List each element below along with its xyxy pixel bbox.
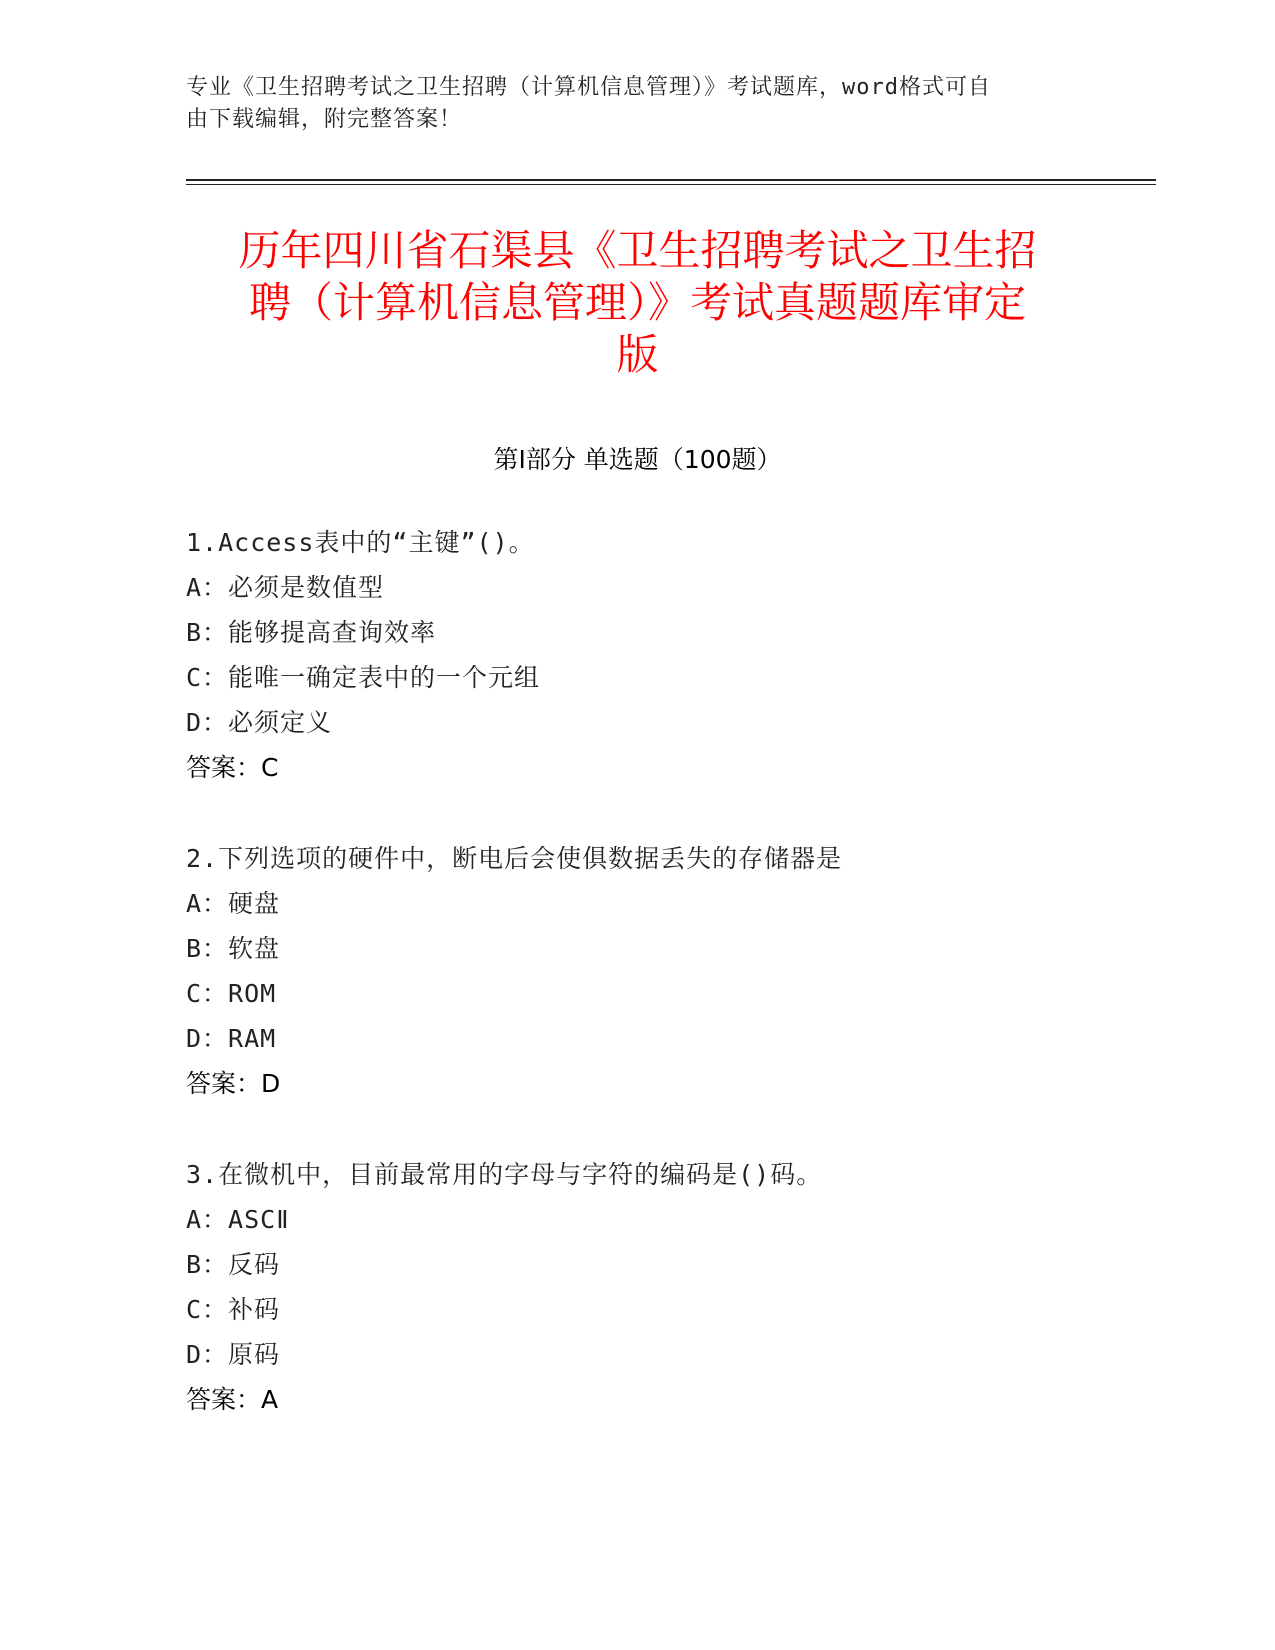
answer-line: 答案：D: [186, 1069, 281, 1098]
document-title: [186, 225, 1089, 381]
option-c: C：能唯一确定表中的一个元组: [186, 663, 541, 692]
question-stem: 1.Access表中的“主键”()。: [186, 528, 535, 557]
option-a: A：硬盘: [186, 889, 281, 918]
option-b: B：能够提高查询效率: [186, 618, 437, 647]
section-heading: 第Ⅰ部分 单选题（100题）: [493, 445, 782, 474]
question-stem: 3.在微机中，目前最常用的字母与字符的编码是()码。: [186, 1160, 823, 1189]
answer-line: 答案：A: [186, 1385, 279, 1414]
header-note-line-2: 由下载编辑，附完整答案！: [186, 107, 463, 132]
option-b: B：软盘: [186, 934, 281, 963]
question-1: [186, 520, 1136, 790]
option-b: B：反码: [186, 1250, 281, 1279]
question-3: [186, 1152, 1136, 1422]
document-title-line-1: 历年四川省石渠县《卫生招聘考试之卫生招: [238, 226, 1037, 275]
answer-line: 答案：C: [186, 753, 279, 782]
header-divider-thick: [186, 179, 1156, 181]
header-divider-thin: [186, 184, 1156, 185]
option-a: A：必须是数值型: [186, 573, 385, 602]
option-c: C：补码: [186, 1295, 281, 1324]
option-a: A：ASCⅡ: [186, 1205, 290, 1234]
question-stem: 2.下列选项的硬件中，断电后会使俱数据丢失的存储器是: [186, 844, 843, 873]
option-d: D：RAM: [186, 1024, 277, 1053]
question-2: [186, 836, 1136, 1106]
header-note: [186, 72, 1086, 136]
document-title-line-2: 聘（计算机信息管理）》考试真题题库审定: [248, 278, 1026, 327]
option-c: C：ROM: [186, 979, 277, 1008]
document-title-line-3: 版: [616, 330, 659, 379]
header-note-line-1: 专业《卫生招聘考试之卫生招聘（计算机信息管理）》考试题库，word格式可自: [186, 75, 991, 100]
option-d: D：必须定义: [186, 708, 333, 737]
option-d: D：原码: [186, 1340, 281, 1369]
